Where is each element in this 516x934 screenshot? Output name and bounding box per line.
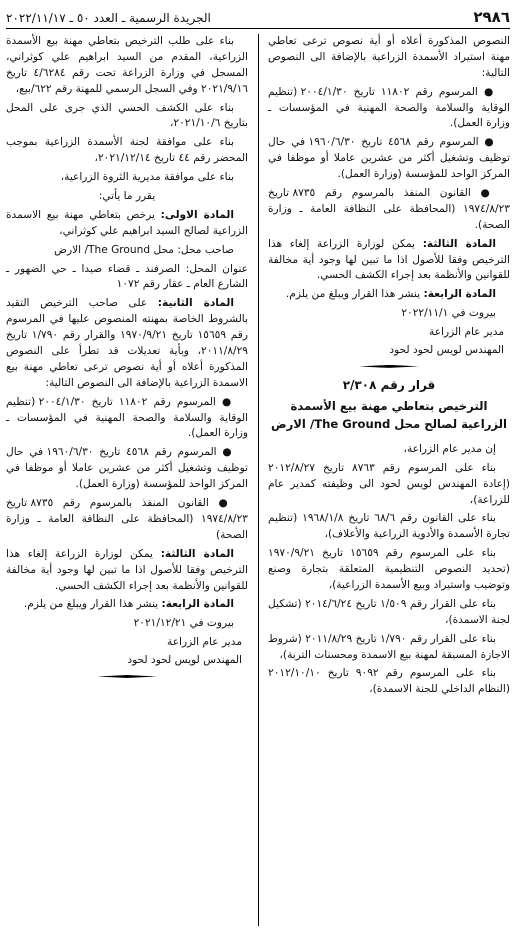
- article-text: يرخص بتعاطي مهنة بيع الاسمدة الزراعية لصالح السيد ابراهيم علي كوثراني،: [6, 208, 248, 237]
- bullet-item: ● المرسوم رقم ٤٥٦٨ تاريخ ١٩٦٠/٦/٣٠ في حال توظيف وتشغيل أكثر من عشرين عاملا أو موظفا في المركز الواحد للمؤسسة (وزارة العمل).: [6, 445, 248, 493]
- article-label: المادة الرابعة:: [161, 598, 234, 611]
- article-text: ينشر هذا القرار ويبلغ من يلزم.: [285, 288, 424, 301]
- article-2: [6, 296, 248, 391]
- signature-name: المهندس لويس لحود لحود: [389, 344, 504, 357]
- place-date: بيروت في ٢٠٢١/١٢/٢١: [133, 617, 234, 630]
- decides-line: يقرر ما يأتي:: [98, 190, 156, 203]
- article-4: [268, 287, 510, 303]
- decision-title: قرار رقم ٢/٣٠٨: [342, 377, 436, 392]
- recital-item: بناء على المرسوم رقم ٩٠٩٢ تاريخ ٢٠١٢/١٠/١٠ (النظام الداخلي للجنة الاسمدة)،: [268, 667, 510, 696]
- recital-item: بناء على القانون رقم ٦٨/٦ تاريخ ١٩٦٨/١/٨ (تنظيم تجارة الأسمدة والأدوية الزراعية والأعلاف)،: [268, 512, 510, 541]
- section-divider: [6, 675, 248, 678]
- shop-owner-line: صاحب محل: محل The Ground/ الارض: [54, 243, 234, 256]
- article-3: [268, 237, 510, 285]
- recital-item: بناء على القرار رقم ١/٥٠٩ تاريخ ٢٠١٤/٦/٢٤ (تشكيل لجنة الاسمدة)،: [268, 597, 510, 626]
- bullet-item: ● القانون المنفذ بالمرسوم رقم ٨٧٣٥ تاريخ ١٩٧٤/٨/٢٣ (المحافظة على النظافة العامة ـ وزارة الصحة).: [268, 186, 510, 234]
- bullet-item: ● المرسوم رقم ١١٨٠٢ تاريخ ٢٠٠٤/١/٣٠ (تنظيم الوقاية والسلامة والصحة المهنية في المؤسسات ـ وزارة العمل).: [268, 85, 510, 133]
- signature-title: مدير عام الزراعة: [167, 636, 242, 649]
- article-label: المادة الثالثة:: [160, 547, 234, 560]
- recital-item: بناء على المرسوم رقم ٨٧٦٣ تاريخ ٢٠١٢/٨/٢٧ (إعادة المهندس لويس لحود الى وظيفته كمدير عام للزراعة)،: [268, 461, 510, 506]
- recital-item: بناء على موافقة مديرية الثروة الزراعية،: [60, 171, 234, 184]
- article-4: [6, 597, 248, 613]
- bullet-item: ● المرسوم رقم ٤٥٦٨ تاريخ ١٩٦٠/٦/٣٠ في حال توظيف وتشغيل أكثر من عشرين عاملا أو موظفا في المركز الواحد للمؤسسة (وزارة العمل).: [268, 135, 510, 183]
- article-label: المادة الثالثة:: [422, 237, 496, 250]
- recital-item: بناء على موافقة لجنة الأسمدة الزراعية بموجب المحضر رقم ٤٤ تاريخ ٢٠٢١/١٢/١٤،: [6, 136, 248, 165]
- article-1: [6, 208, 248, 240]
- signature-title: مدير عام الزراعة: [429, 326, 504, 339]
- article-text: على صاحب الترخيص التقيد بالشروط الخاصة بمهنته المنصوص عليها في المرسوم رقم ١٥٦٥٩ تاريخ ١٩٧٠/٩/٢١ والقرار رقم ١/٧٩٠ تاريخ ٢٠١١/٨/٢٩، وبأية تعديلات قد تطرأ على النصوص المذكورة أعلاه أو أية نصوص ترعى تعاطي مهنة بيع الاسمدة الزراعية بالإضافة الى النصوص التالية:: [6, 297, 248, 389]
- issuer-line: إن مدير عام الزراعة،: [403, 442, 496, 455]
- bullet-item: ● المرسوم رقم ١١٨٠٢ تاريخ ٢٠٠٤/١/٣٠ (تنظيم الوقاية والسلامة والصحة المهنية في المؤسسات ـ وزارة العمل).: [6, 395, 248, 443]
- article-label: المادة الاولى:: [160, 208, 235, 221]
- page-number: ٢٩٨٦: [473, 8, 510, 26]
- decision-subject: الترخيص بتعاطي مهنة بيع الأسمدة الزراعية لصالح محل The Ground/ الارض: [271, 398, 507, 431]
- intro-paragraph: النصوص المذكورة أعلاه أو أية نصوص ترعى تعاطي مهنة استيراد الأسمدة الزراعية بالإضافة الى النصوص التالية:: [268, 35, 510, 79]
- article-3: [6, 547, 248, 595]
- recital-item: بناء على الكشف الحسي الذي جرى على المحل بتاريخ ٢٠٢١/١٠/٦،: [6, 101, 248, 130]
- article-text: يمكن لوزارة الزراعة إلغاء هذا الترخيص وفقا للأصول اذا ما تبين لها وجود أية مخالفة للقوانين والأنظمة بعد إجراء الكشف الحسي.: [6, 547, 248, 592]
- gazette-header-title: الجريدة الرسمية ـ العدد ٥٠ ـ ٢٠٢٢/١١/١٧: [6, 11, 211, 25]
- recital-item: بناء على القرار رقم ١/٧٩٠ تاريخ ٢٠١١/٨/٢٩ (شروط الاجازة المسبقة لمهنة بيع الاسمدة ومحسنات التربة)،: [268, 632, 510, 661]
- section-divider: [268, 365, 510, 368]
- bullet-item: ● القانون المنفذ بالمرسوم رقم ٨٧٣٥ تاريخ ١٩٧٤/٨/٢٣ (المحافظة على النظافة العامة ـ وزارة الصحة): [6, 496, 248, 544]
- article-label: المادة الرابعة:: [423, 288, 496, 301]
- recital-item: بناء على المرسوم رقم ١٥٦٥٩ تاريخ ١٩٧٠/٩/٢١ (تحديد النصوص التنظيمية المتعلقة بتجارة وصنع وتوضيب واستيراد وبيع الأسمدة الزراعية)،: [268, 547, 510, 591]
- recital-item: بناء على طلب الترخيص بتعاطي مهنة بيع الأسمدة الزراعية، المقدم من السيد ابراهيم علي كوثراني، المسجل في وزارة الزراعة تحت رقم ٤/٦٢٨٤ تاريخ ٢٠٢١/٩/١٦ وفي السجل الرسمي للمهنة رقم ٦٢٢/بيع،: [6, 35, 248, 95]
- article-text: ينشر هذا القرار ويبلغ من يلزم.: [23, 598, 162, 611]
- place-date: بيروت في ٢٠٢٢/١١/١: [401, 307, 496, 320]
- signature-name: المهندس لويس لحود لحود: [127, 654, 242, 667]
- left-column: [6, 34, 248, 686]
- column-divider: [258, 34, 259, 926]
- article-text: يمكن لوزارة الزراعة إلغاء هذا الترخيص وفقا للأصول اذا ما تبين لها وجود أية مخالفة للقوانين والأنظمة بعد إجراء الكشف الحسي.: [268, 237, 510, 282]
- page-header: [6, 6, 510, 29]
- article-label: المادة الثانية:: [157, 297, 234, 310]
- right-column: [268, 34, 510, 701]
- shop-address: عنوان المحل: الصرفند ـ قضاء صيدا ـ حي الضهور ـ الشارع العام ـ عقار رقم ١٠٧٢: [6, 262, 248, 291]
